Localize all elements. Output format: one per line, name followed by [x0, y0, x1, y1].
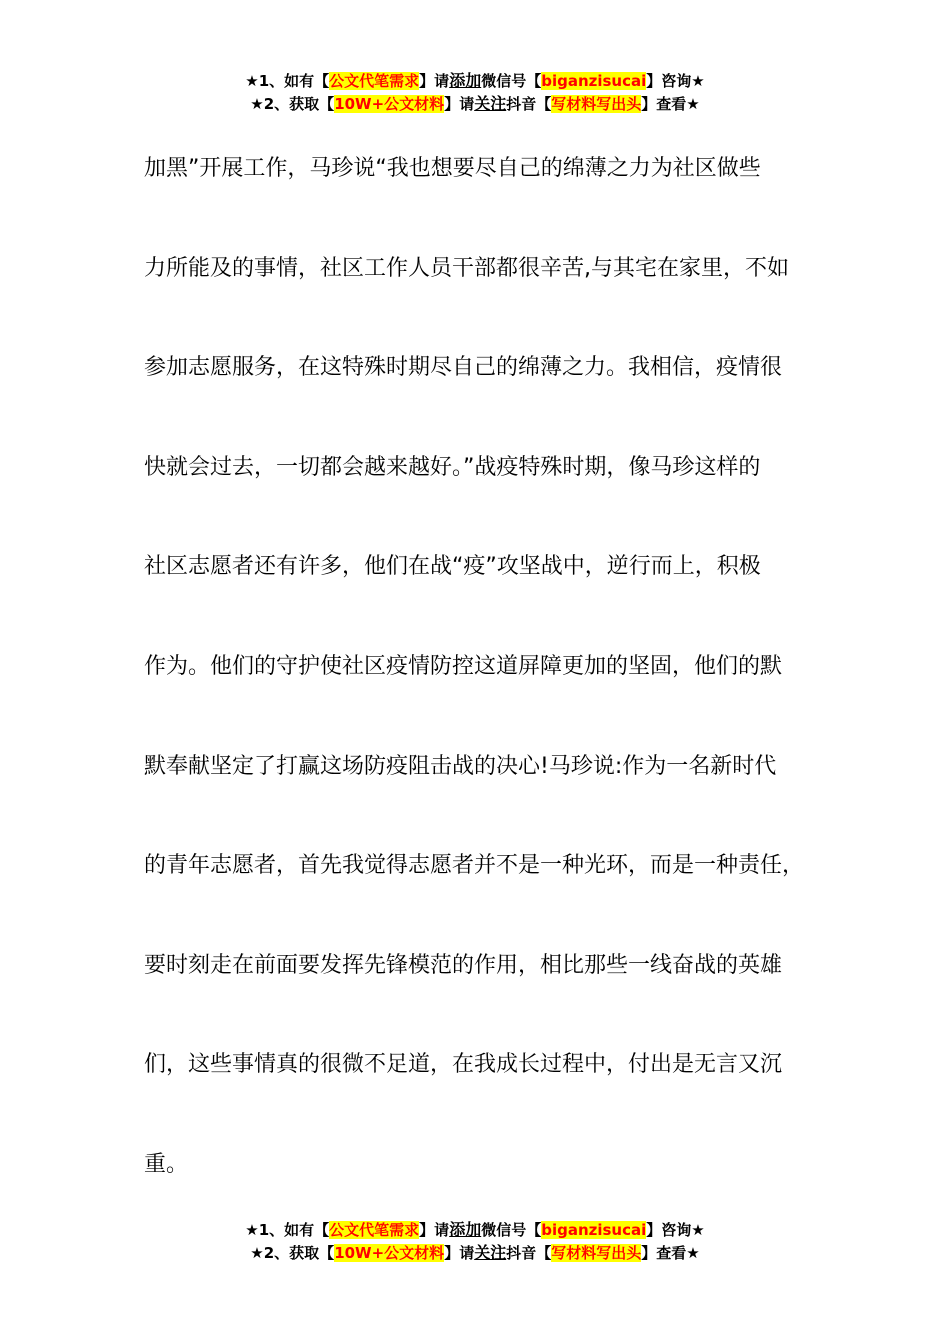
footer-promo [0, 1218, 950, 1264]
body-line: 参加志愿服务，在这特殊时期尽自己的绵薄之力。我相信，疫情很 [144, 355, 783, 381]
promo-highlight: 写材料写出头 [551, 1244, 642, 1262]
promo-highlight: 公文代笔需求 [329, 1221, 420, 1239]
body-line: 默奉献坚定了打赢这场防疫阻击战的决心!马珍说:作为一名新时代 [144, 753, 777, 779]
promo-highlight: 10W+公文材料 [334, 95, 445, 113]
promo-text: 】请 [444, 95, 475, 113]
promo-highlight: biganzisucai [541, 72, 647, 90]
promo-highlight: 写材料写出头 [551, 95, 642, 113]
promo-text: 抖音【 [506, 1244, 552, 1262]
promo-emphasis: 关注 [474, 94, 507, 113]
promo-text: ★1、如有【 [245, 72, 330, 90]
body-line: 加黑”开展工作，马珍说“我也想要尽自己的绵薄之力为社区做些 [144, 156, 761, 181]
body-line: 力所能及的事情，社区工作人员干部都很辛苦,与其宅在家里，不如 [144, 255, 789, 281]
promo-highlight: biganzisucai [541, 1221, 647, 1239]
body-line: 要时刻走在前面要发挥先锋模范的作用，相比那些一线奋战的英雄 [144, 952, 783, 978]
promo-text: 微信号【 [481, 1221, 542, 1239]
promo-text: 】查看★ [641, 1244, 700, 1262]
promo-text: 】查看★ [641, 95, 700, 113]
body-line: 们，这些事情真的很微不足道，在我成长过程中，付出是无言又沉 [144, 1052, 783, 1078]
promo-emphasis: 关注 [474, 1243, 507, 1262]
promo-highlight: 10W+公文材料 [334, 1244, 445, 1262]
promo-highlight: 公文代笔需求 [329, 72, 420, 90]
body-line: 重。 [144, 1151, 189, 1177]
promo-text: ★2、获取【 [250, 1244, 335, 1262]
header-promo [0, 69, 950, 115]
promo-text: 】请 [444, 1244, 475, 1262]
promo-text: 】请 [419, 1221, 450, 1239]
promo-line-1 [0, 1218, 950, 1241]
promo-emphasis: 添加 [449, 71, 482, 90]
document-body [144, 119, 824, 1215]
promo-line-2 [0, 1241, 950, 1264]
promo-text: 微信号【 [481, 72, 542, 90]
promo-text: 】咨询★ [646, 72, 705, 90]
promo-text: 抖音【 [506, 95, 552, 113]
promo-line-1 [0, 69, 950, 92]
promo-text: 】请 [419, 72, 450, 90]
promo-text: 】咨询★ [646, 1221, 705, 1239]
promo-text: ★2、获取【 [250, 95, 335, 113]
body-line: 的青年志愿者，首先我觉得志愿者并不是一种光环，而是一种责任， [144, 853, 805, 879]
promo-line-2 [0, 92, 950, 115]
promo-emphasis: 添加 [449, 1220, 482, 1239]
body-line: 社区志愿者还有许多，他们在战“疫”攻坚战中，逆行而上，积极 [144, 554, 761, 580]
promo-text: ★1、如有【 [245, 1221, 330, 1239]
body-line: 快就会过去，一切都会越来越好。”战疫特殊时期，像马珍这样的 [144, 454, 761, 480]
body-line: 作为。他们的守护使社区疫情防控这道屏障更加的坚固，他们的默 [144, 653, 783, 679]
